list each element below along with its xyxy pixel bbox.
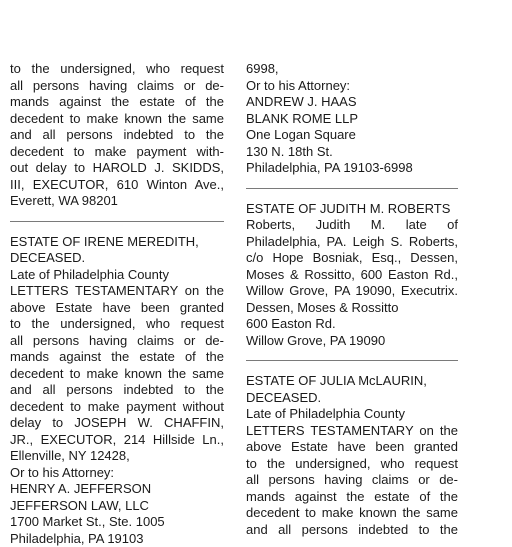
notice-line: above Estate have been granted <box>246 439 458 456</box>
notice-line: Roberts, Judith M. late of <box>246 217 458 234</box>
notice-line: Late of Philadelphia County <box>246 406 458 423</box>
notice-line: all persons having claims or de- <box>246 472 458 489</box>
notice-line: above Estate have been granted <box>10 300 224 317</box>
notice-line: 600 Easton Rd. <box>246 316 458 333</box>
notice-line: decedent to make known the same <box>246 505 458 522</box>
notice-line: to the undersigned, who request <box>246 456 458 473</box>
notice-line: ESTATE OF JULIA McLAURIN, <box>246 373 458 390</box>
notice-line: 130 N. 18th St. <box>246 144 458 161</box>
notice-divider <box>246 188 458 189</box>
estate-notice <box>10 61 224 210</box>
notice-line: Willow Grove, PA 19090 <box>246 333 458 350</box>
notice-line: decedent to make payment without <box>10 399 224 416</box>
notice-line: Willow Grove, PA 19090, Executrix. <box>246 283 458 300</box>
notice-line: ESTATE OF JUDITH M. ROBERTS <box>246 201 458 218</box>
notice-line: JR., EXECUTOR, 214 Hillside Ln., <box>10 432 224 449</box>
notice-line: III, EXECUTOR, 610 Winton Ave., <box>10 177 224 194</box>
notice-line: and all persons indebted to the <box>10 382 224 399</box>
notice-line: to the undersigned, who request <box>10 61 224 78</box>
notice-divider <box>246 360 458 361</box>
notice-line: Moses & Rossitto, 600 Easton Rd., <box>246 267 458 284</box>
estate-notice <box>246 201 458 350</box>
notice-line: Late of Philadelphia County <box>10 267 224 284</box>
notice-line: Or to his Attorney: <box>10 465 224 482</box>
notice-line: c/o Hope Bosniak, Esq., Dessen, <box>246 250 458 267</box>
notice-line: LETTERS TESTAMENTARY on the <box>246 423 458 440</box>
notice-line: BLANK ROME LLP <box>246 111 458 128</box>
notice-line: mands against the estate of the <box>10 94 224 111</box>
notice-line: to the undersigned, who request <box>10 316 224 333</box>
notice-line: ESTATE OF IRENE MEREDITH, <box>10 234 224 251</box>
notice-line: Ellenville, NY 12428, <box>10 448 224 465</box>
notice-line: One Logan Square <box>246 127 458 144</box>
notice-line: out delay to HAROLD J. SKIDDS, <box>10 160 224 177</box>
notice-line: Everett, WA 98201 <box>10 193 224 210</box>
notice-line: mands against the estate of the <box>10 349 224 366</box>
notice-line: Philadelphia, PA 19103 <box>10 531 224 547</box>
notice-line: Philadelphia, PA 19103-6998 <box>246 160 458 177</box>
estate-notice <box>246 373 458 538</box>
notice-line: and all persons indebted to the <box>10 127 224 144</box>
notice-line: 1700 Market St., Ste. 1005 <box>10 514 224 531</box>
notice-line: decedent to make payment with- <box>10 144 224 161</box>
notice-line: LETTERS TESTAMENTARY on the <box>10 283 224 300</box>
notice-line: Or to his Attorney: <box>246 78 458 95</box>
left-column <box>10 61 224 547</box>
notice-line: JEFFERSON LAW, LLC <box>10 498 224 515</box>
estate-notice <box>246 61 458 177</box>
notice-line: DECEASED. <box>10 250 224 267</box>
notice-line: Dessen, Moses & Rossitto <box>246 300 458 317</box>
notice-line: HENRY A. JEFFERSON <box>10 481 224 498</box>
right-column <box>246 61 458 538</box>
estate-notice <box>10 234 224 547</box>
notice-line: and all persons indebted to the <box>246 522 458 539</box>
notice-line: delay to JOSEPH W. CHAFFIN, <box>10 415 224 432</box>
notice-line: DECEASED. <box>246 390 458 407</box>
notice-line: 6998, <box>246 61 458 78</box>
notice-line: all persons having claims or de- <box>10 333 224 350</box>
notice-line: ANDREW J. HAAS <box>246 94 458 111</box>
notice-divider <box>10 221 224 222</box>
notice-line: mands against the estate of the <box>246 489 458 506</box>
notice-line: all persons having claims or de- <box>10 78 224 95</box>
notice-line: decedent to make known the same <box>10 366 224 383</box>
notice-line: Philadelphia, PA. Leigh S. Roberts, <box>246 234 458 251</box>
notice-line: decedent to make known the same <box>10 111 224 128</box>
